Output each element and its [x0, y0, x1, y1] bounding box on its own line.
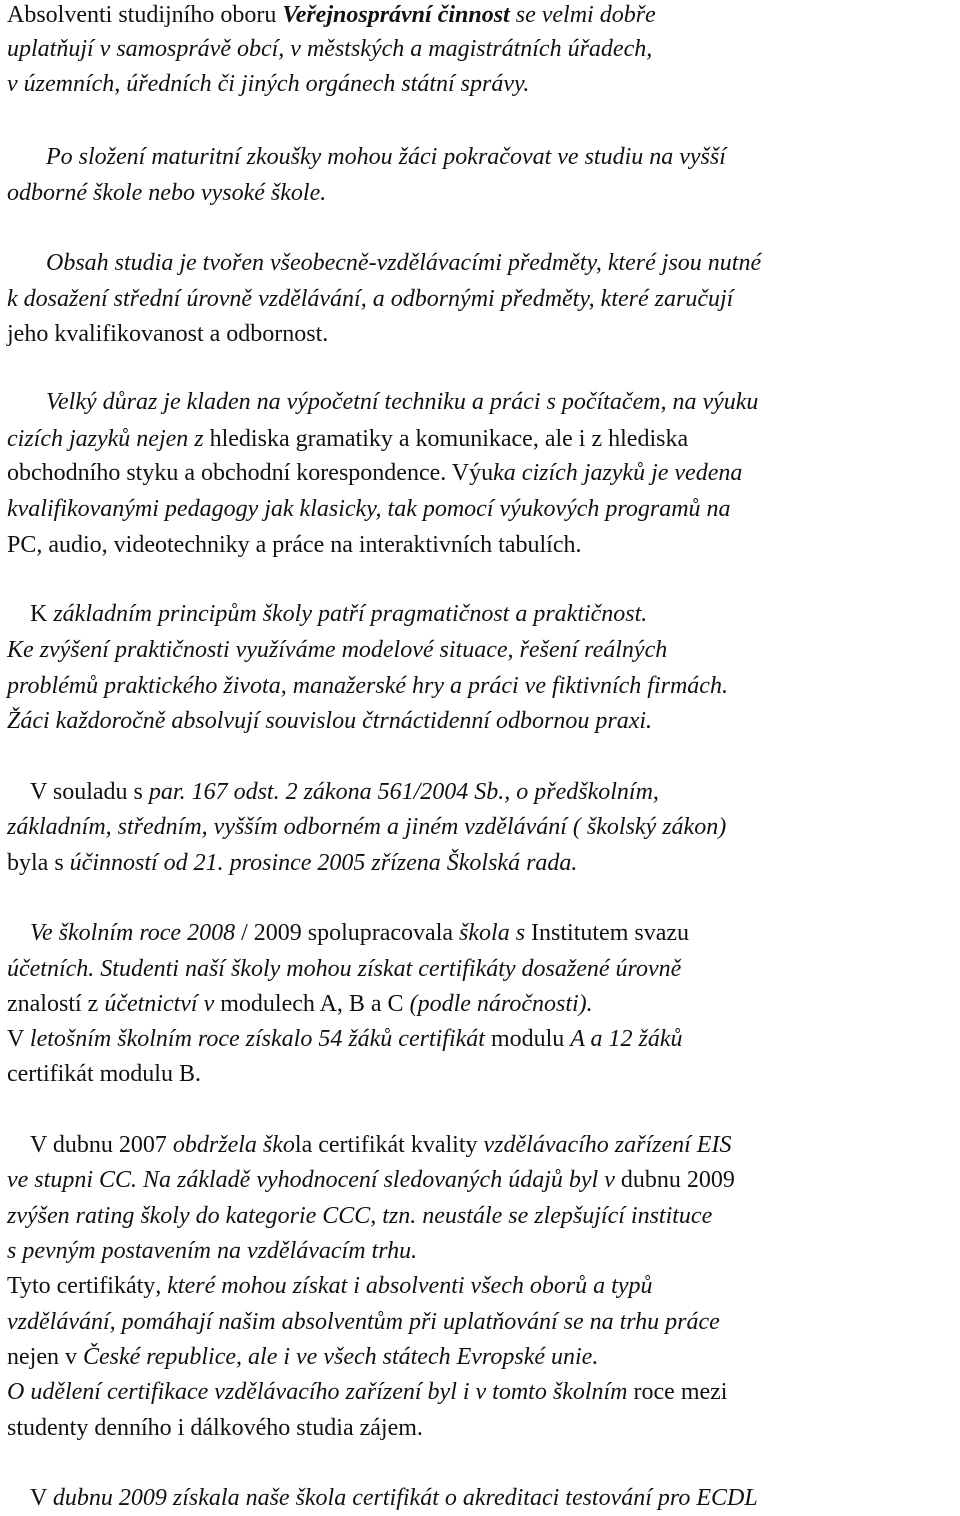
text-run: hlediska gramatiky a komunikace, ale i z hlediska: [209, 426, 689, 452]
text-line: [7, 1410, 423, 1446]
text-run: vzdělávání, pomáhají našim absolventům při uplatňování se na trhu práce: [7, 1309, 720, 1335]
text-run: K: [30, 601, 54, 627]
text-run: Absolventi studijního oboru: [7, 2, 283, 28]
text-line: [7, 1056, 201, 1092]
text-line: [7, 1162, 735, 1198]
program-name: Veřejnosprávní činnost: [282, 2, 510, 28]
text-run: vzdělávacího zařízení EIS: [483, 1132, 732, 1158]
text-line: [7, 1198, 712, 1234]
text-line: [7, 809, 726, 845]
text-line: [7, 491, 731, 527]
text-run: la certifikát kvality: [294, 1132, 484, 1158]
text-run: letošním školním roce získalo 54 žáků certifikát: [29, 1026, 485, 1052]
text-run: V: [7, 1026, 30, 1052]
text-line: [7, 703, 652, 739]
text-run: základním, středním, vyšším odborném a jiném vzdělávání ( školský zákon): [7, 814, 727, 840]
text-run: k dosažení střední úrovně vzdělávání, a odbornými předměty, které zaručují: [7, 286, 734, 312]
text-line: [7, 668, 728, 704]
text-run: České republice, ale i ve všech státech Evropské unie.: [82, 1344, 599, 1370]
text-run: Žáci každoročně absolvují souvislou čtrnáctidenní odbornou praxi.: [7, 708, 653, 734]
text-run: obdržela ško: [172, 1132, 295, 1158]
text-line: [46, 245, 761, 281]
text-run: účinností od 21. prosince 2005 zřízena Školská rada.: [69, 850, 578, 876]
text-line: [30, 1480, 758, 1516]
text-line: [7, 66, 529, 102]
text-line: [7, 1268, 653, 1304]
text-run: V dubnu 2007: [30, 1132, 173, 1158]
text-line: [7, 986, 593, 1022]
text-run: dubnu 2009 získala naše škola certifikát o akreditaci testování pro ECDL: [52, 1485, 758, 1511]
text-run: Ke zvýšení praktičnosti využíváme modelové situace, řešení reálných: [7, 637, 668, 663]
text-line: [30, 774, 659, 810]
text-line: [7, 1339, 598, 1375]
text-run: odborné škole nebo vysoké škole.: [7, 180, 327, 206]
text-line: [30, 915, 689, 951]
text-run: ve stupni CC. Na základě vyhodnocení sledovaných údajů byl v: [7, 1167, 615, 1193]
text-line: [7, 1233, 417, 1269]
text-run: obchodního styku a obchodní korespondence. Výu: [7, 460, 494, 486]
text-line: [46, 384, 758, 420]
text-run: v územních, úředních či jiných orgánech státní správy.: [7, 71, 530, 97]
text-run: účetních. Studenti naší školy mohou získat certifikáty dosažené úrovně: [7, 956, 682, 982]
text-line: [30, 1127, 731, 1163]
law-reference: par. 167 odst. 2 zákona 561/2004 Sb.: [148, 779, 505, 805]
text-line: [30, 596, 647, 632]
text-line: [7, 845, 577, 881]
text-run: V souladu s: [30, 779, 149, 805]
text-line: [7, 632, 667, 668]
text-run: , které mohou získat i absolventi všech oborů a typů: [155, 1273, 653, 1299]
text-run: dubnu 2009: [614, 1167, 735, 1193]
text-run: s pevným postavením na vzdělávacím trhu.: [7, 1238, 418, 1264]
text-line: [46, 139, 726, 175]
text-run: Velký důraz je kladen na výpočetní techniku a práci s počítačem, na výuku: [46, 389, 759, 415]
text-run: modulech A, B a C: [214, 991, 410, 1017]
text-run: účetnictví v: [104, 991, 215, 1017]
text-run: nejen v: [7, 1344, 83, 1370]
text-run: certifikát modulu B.: [7, 1061, 201, 1087]
text-run: ka cizích jazyků je vedena: [493, 460, 743, 486]
text-run: škola s: [459, 920, 526, 946]
text-run: problémů praktického života, manažerské hry a práci ve fiktivních firmách.: [7, 673, 728, 699]
text-run: se velmi dobře: [509, 2, 656, 28]
text-run: základním principům školy patří pragmatičnost a praktičnost.: [53, 601, 648, 627]
text-run: PC, audio, videotechniky a práce na interaktivních tabulích.: [7, 532, 582, 558]
text-run: uplatňují v samosprávě obcí, v městských a magistrátních úřadech,: [7, 36, 653, 62]
text-run: O udělení certifikace vzdělávacího zařízení byl i v tomto školním: [7, 1379, 634, 1405]
text-run: Obsah studia je tvořen všeobecně-vzdělávacími předměty, které jsou nutné: [46, 250, 762, 276]
text-line: [7, 31, 652, 67]
text-run: cizích jazyků nejen z: [7, 426, 210, 452]
text-run: , o předškolním,: [504, 779, 659, 805]
text-run: roce mezi: [633, 1379, 728, 1405]
text-run: byla s: [7, 850, 70, 876]
text-line: [7, 1374, 727, 1410]
text-run: Po složení maturitní zkoušky mohou žáci pokračovat ve studiu na vyšší: [46, 144, 726, 170]
text-line: [7, 0, 656, 33]
text-run: modulu: [484, 1026, 571, 1052]
text-run: Ve školním roce 2008: [30, 920, 236, 946]
text-line: [7, 1304, 720, 1340]
text-run: / 2009 spolupracovala: [235, 920, 460, 946]
text-run: studenty denního i dálkového studia zájem.: [7, 1415, 423, 1441]
text-line: [7, 175, 326, 211]
text-run: jeho kvalifikovanost a odbornost.: [7, 321, 329, 347]
text-line: [7, 951, 681, 987]
text-run: A a 12 žáků: [570, 1026, 683, 1052]
text-line: [7, 527, 582, 563]
text-run: V: [30, 1485, 53, 1511]
text-line: [7, 455, 742, 491]
text-line: [7, 421, 688, 457]
text-line: [7, 281, 733, 317]
text-run: Tyto certifikáty: [7, 1273, 156, 1299]
text-run: Institutem svazu: [525, 920, 689, 946]
text-run: kvalifikovanými pedagogy jak klasicky, tak pomocí výukových programů na: [7, 496, 731, 522]
text-run: zvýšen rating školy do kategorie CCC, tzn. neustále se zlepšující instituce: [7, 1203, 713, 1229]
text-line: [7, 316, 328, 352]
text-run: znalostí z: [7, 991, 105, 1017]
text-line: [7, 1021, 683, 1057]
text-run: (podle náročnosti).: [409, 991, 593, 1017]
